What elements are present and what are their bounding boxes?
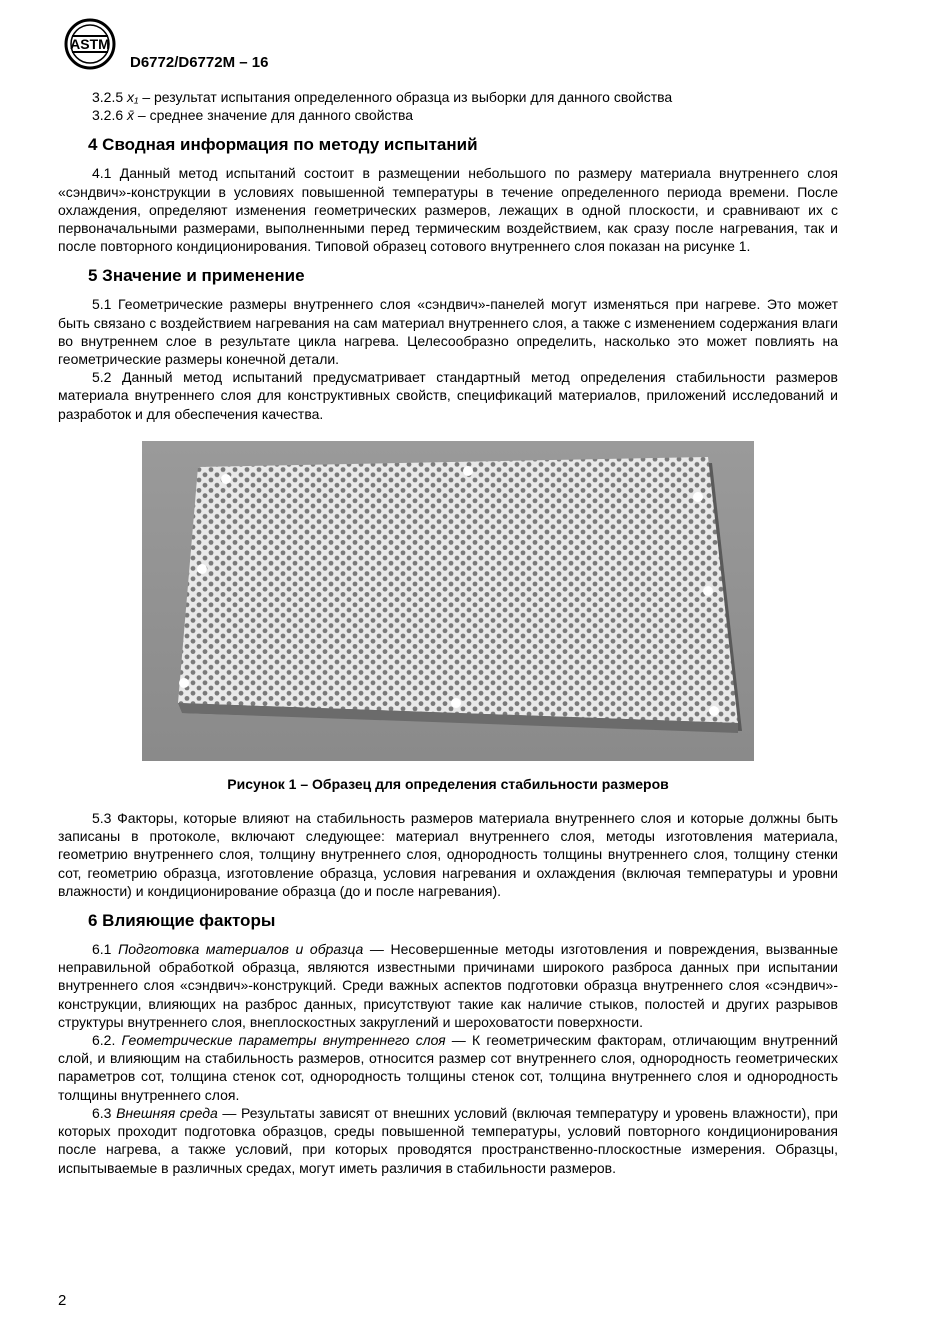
definition-3-2-6: 3.2.6 x̄ – среднее значение для данного свойства <box>92 107 414 124</box>
document-body <box>58 88 838 1177</box>
figure-caption: Рисунок 1 – Образец для определения стабильности размеров <box>227 775 669 792</box>
page-number: 2 <box>58 1292 67 1309</box>
paragraph-5-1: 5.1 Геометрические размеры внутреннего слоя «сэндвич»-панелей могут изменяться при нагреве. Это может быть связано с воздействием нагревания на сам материал внутреннего слоя, а также с изменением содержания влаги во внутреннем слое в результате цикла нагрева. Целесообразно определить, насколько это может повлиять на геометрические размеры конечной детали. <box>58 296 838 368</box>
svg-text:ASTM: ASTM <box>70 36 110 52</box>
paragraph-5-2: 5.2 Данный метод испытаний предусматривает стандартный метод определения стабильности размеров материала внутреннего слоя для конструктивных свойств, спецификаций материалов, приложений исследований и разработок и для обеспечения качества. <box>58 369 838 422</box>
figure-honeycomb-specimen <box>142 441 754 761</box>
definition-3-2-5: 3.2.5 x₁ – результат испытания определенного образца из выборки для данного свойства <box>92 89 673 105</box>
paragraph-6-1: 6.1 Подготовка материалов и образца — Несовершенные методы изготовления и повреждения, вызванные неправильной обработкой образца, являются известными причинами широкого разброса данных при испытании внутреннего слоя «сэндвич»-конструкций. Среди важных аспектов подготовки образца внутреннего слоя «сэндвич»-конструкции, влияющих на разброс данных, присутствуют такие как наличие стыков, полостей и других разрывов структуры внутреннего слоя, внеплоскостных закруглений и шероховатости поверхности. <box>58 941 838 1030</box>
section-5-heading: 5 Значение и применение <box>88 266 305 286</box>
paragraph-4-1: 4.1 Данный метод испытаний состоит в размещении небольшого по размеру материала внутреннего слоя «сэндвич»-конструкции в условиях повышенной температуры в течение определенного периода времени. После охлаждения, определяют изменения геометрических размеров, лежащих в одной плоскости, и сравнивают их с первоначальными размерами, выполненными перед термическим воздействием, как сразу после нагревания, так и после повторного кондиционирования. Типовой образец сотового внутреннего слоя показан на рисунке 1. <box>58 165 838 255</box>
page-header <box>58 18 458 78</box>
paragraph-6-2: 6.2. Геометрические параметры внутреннего слоя — К геометрическим факторам, отличающим внутренний слой, и влияющим на стабильность размеров, относится размер сот внутреннего слоя, однородность геометрических параметров сот, толщина стенок сот, однородность толщины стенок сот, толщина внутреннего слоя и однородность толщины внутреннего слоя. <box>58 1032 838 1103</box>
section-4-heading: 4 Сводная информация по методу испытаний <box>88 135 478 155</box>
astm-logo <box>58 18 122 72</box>
paragraph-6-3: 6.3 Внешняя среда — Результаты зависят от внешних условий (включая температуру и уровень влажности), при которых проходит подготовка образцов, среды повышенной температуры, условий повторного кондиционирования после нагрева, а также условий, при которых проводятся пространственно-плоскостные измерения. Образцы, испытываемые в различных средах, могут иметь различия в стабильности размеров. <box>58 1104 838 1176</box>
standard-designation: D6772/D6772M – 16 <box>130 54 269 71</box>
section-6-heading: 6 Влияющие факторы <box>88 911 276 931</box>
paragraph-5-3: 5.3 Факторы, которые влияют на стабильность размеров материала внутреннего слоя и которые должны быть записаны в протоколе, включают следующее: материал внутреннего слоя, методы изготовления материала, геометрию внутреннего слоя, толщину внутреннего слоя, однородность толщины внутреннего слоя, толщину стенки сот, геометрию образца, изготовление образца, условия нагревания и охлаждения (включая температуры и уровни влажности) и кондиционирование образца (до и после нагревания). <box>58 810 838 899</box>
